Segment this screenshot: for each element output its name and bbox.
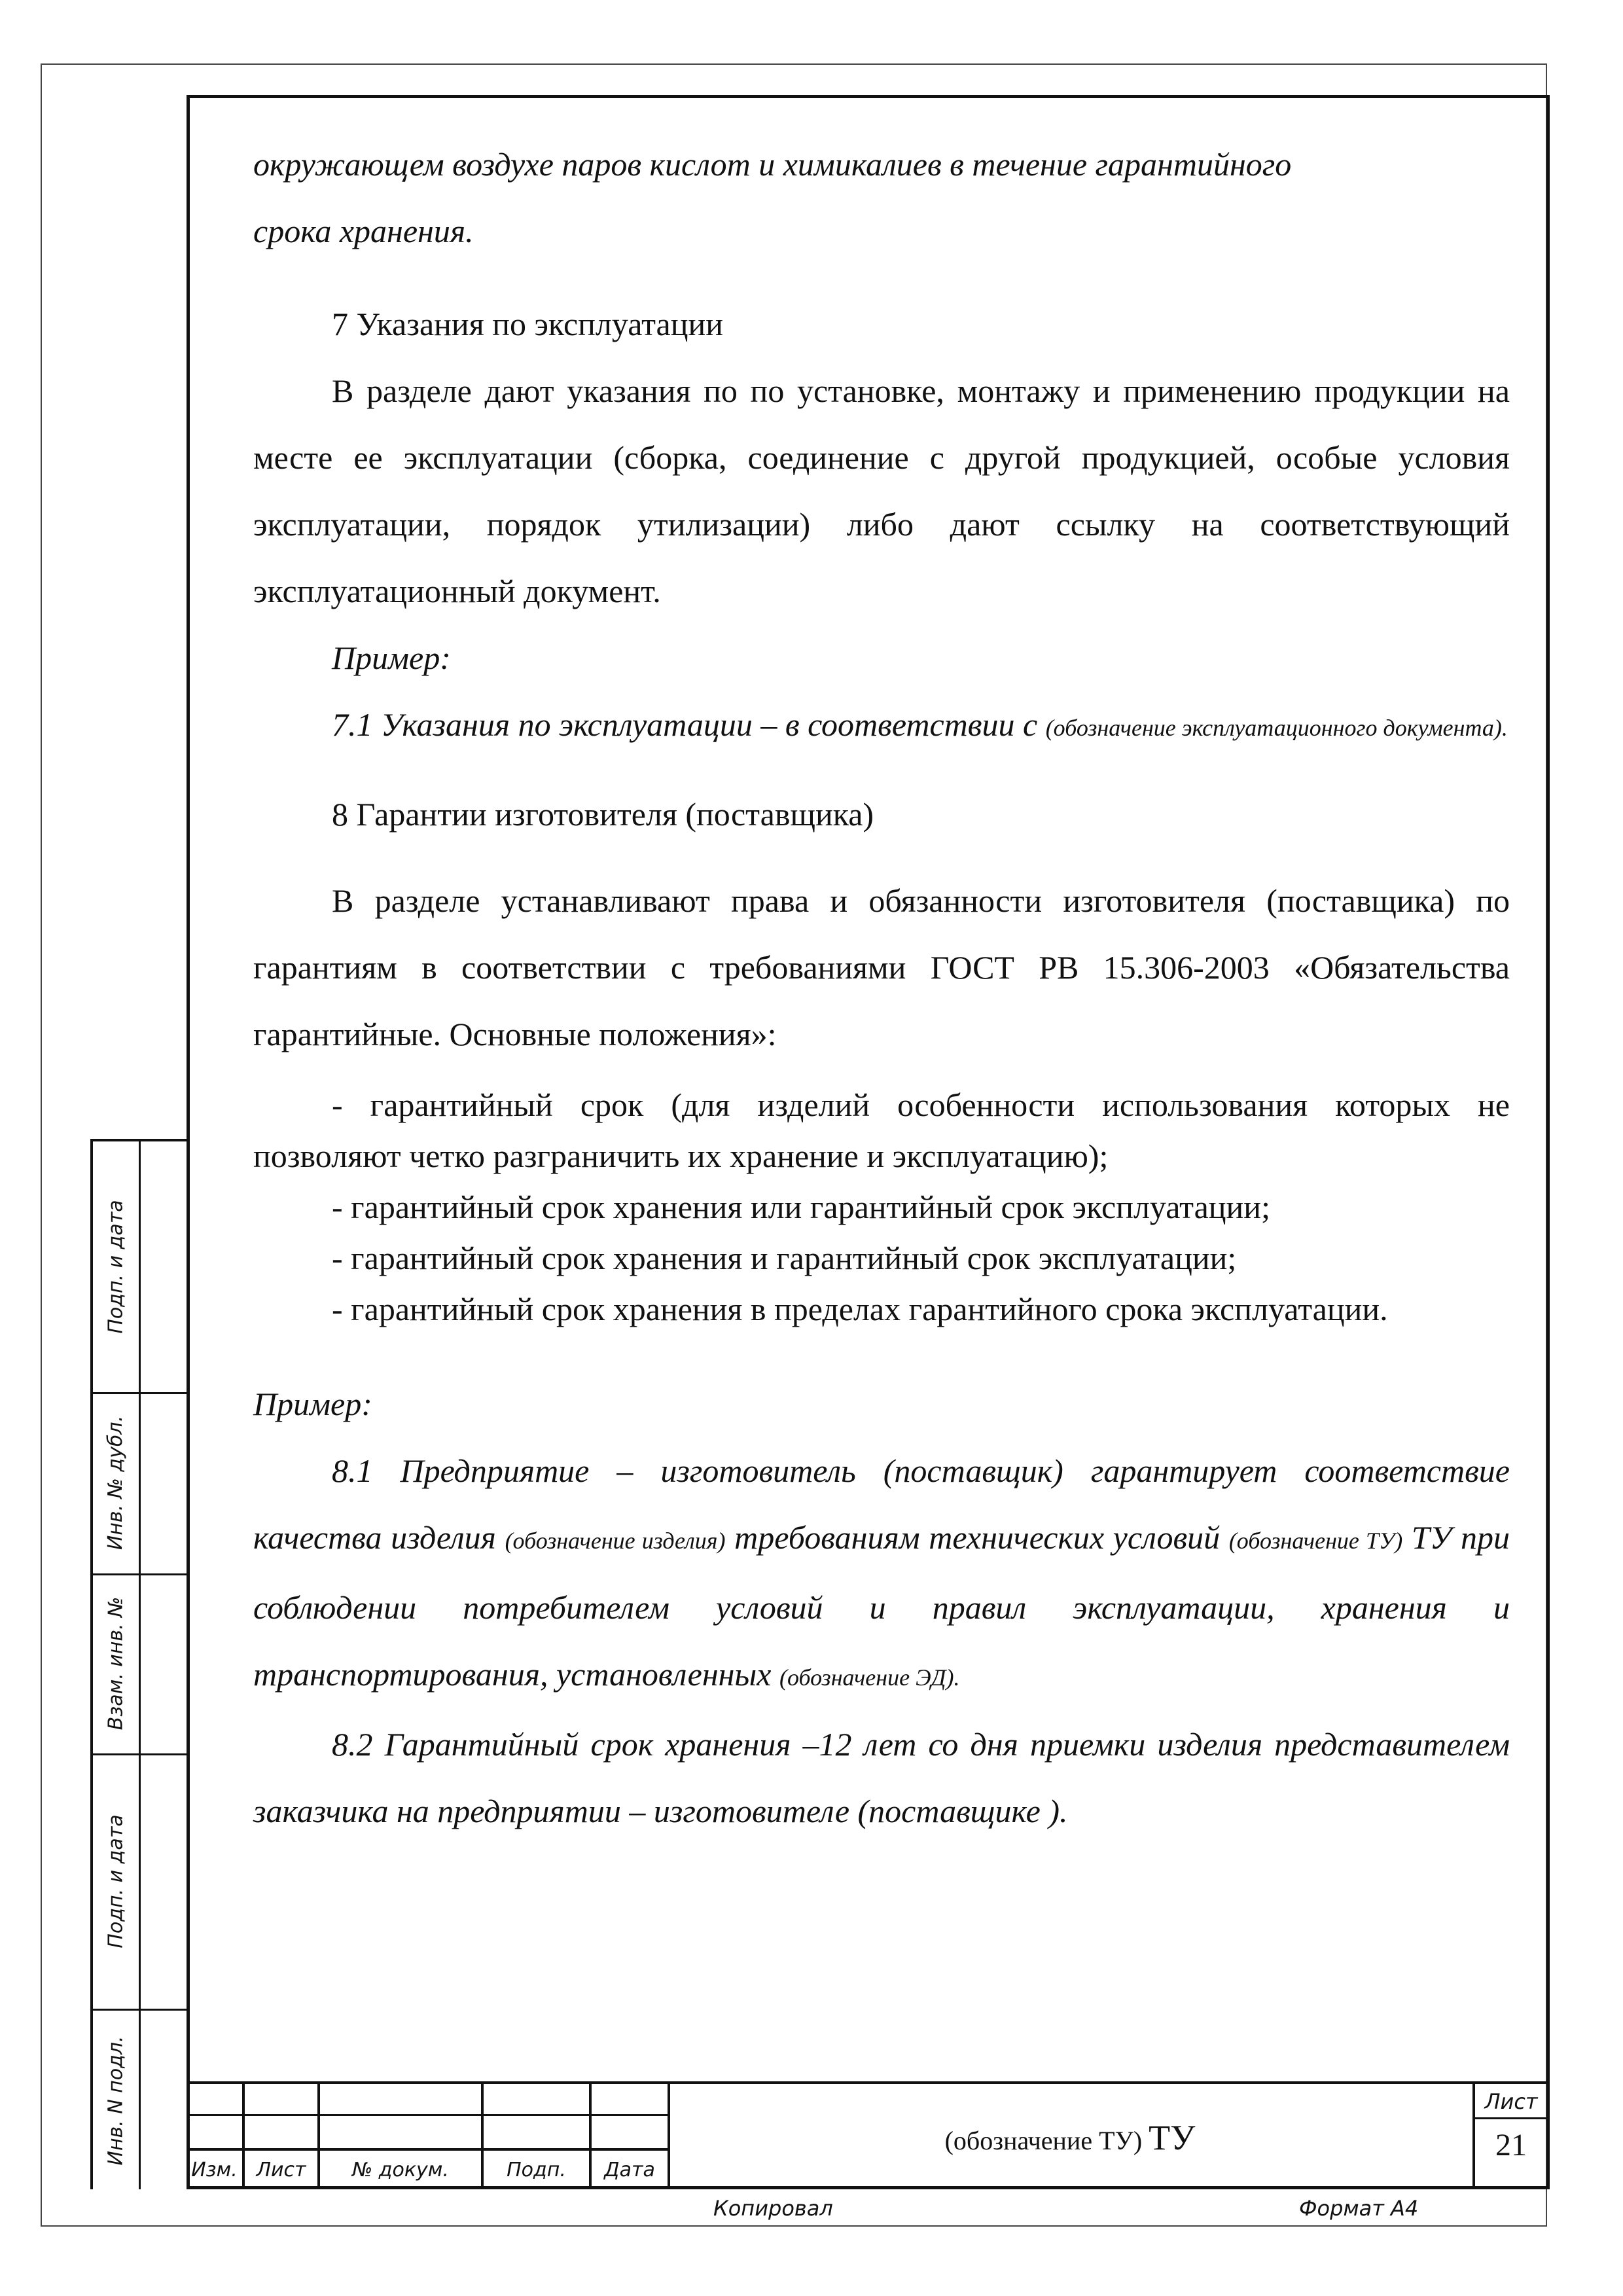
col-signature: Подп. <box>507 2159 566 2181</box>
copied-label: Копировал <box>713 2196 833 2221</box>
binding-strip <box>90 1139 187 2189</box>
col-date: Дата <box>604 2159 655 2181</box>
example-7-1: 7.1 Указания по эксплуатации – в соответствии с (обозначение эксплуатационного документа). <box>332 706 1508 743</box>
guarantee-list <box>253 1079 1510 1335</box>
list-item: - гарантийный срок хранения в пределах гарантийного срока эксплуатации. <box>332 1291 1388 1327</box>
list-item: - гарантийный срок хранения или гарантийный срок эксплуатации; <box>332 1189 1270 1225</box>
example-label: Пример: <box>253 1386 372 1422</box>
col-doc-number: № докум. <box>352 2159 449 2181</box>
tb-row-line <box>187 2114 668 2116</box>
inv-dubl-label: Инв. № дубл. <box>104 1415 128 1551</box>
tb-row-line <box>187 2148 668 2151</box>
section-8-heading: 8 Гарантии изготовителя (поставщика) <box>332 796 874 833</box>
document-designation: (обозначение ТУ) ТУ <box>944 2118 1196 2157</box>
section-8-text: В разделе устанавливают права и обязанности изготовителя (поставщика) по гарантиям в соответствии с требованиями ГОСТ РВ 15.306-2003 «Обязательства гарантийные. Основные положения»: <box>253 882 1510 1052</box>
inv-podl-label: Инв. N подл. <box>104 2035 128 2166</box>
col-list: Лист <box>256 2159 306 2181</box>
sign-date-label: Подп. и дата <box>104 1814 128 1948</box>
section-7-text: В разделе дают указания по по установке, монтажу и применению продукции на месте ее эксплуатации (сборка, соединение с другой продукцией, особые условия эксплуатации, порядок утилизации) либо дают ссылку на соответствующий эксплуатационный документ. <box>253 372 1510 609</box>
example-8-1: 8.1 Предприятие – изготовитель (поставщик) гарантирует соответствие качества изделия (обозначение изделия) требованиям технических условий (обозначение ТУ) ТУ при соблюдении потребителем условий и правил эксплуатации, хранения и транспортирования, установленных (обозначение ЭД). <box>253 1452 1510 1693</box>
example-8-2: 8.2 Гарантийный срок хранения –12 лет со дня приемки изделия представителем заказчика на предприятии – изготовителе (поставщике ). <box>253 1726 1510 1829</box>
list-item: - гарантийный срок хранения и гарантийный срок эксплуатации; <box>332 1240 1237 1276</box>
tb-border <box>187 2081 1550 2084</box>
tb-col-line <box>668 2081 670 2189</box>
sheet-number: 21 <box>1495 2128 1527 2162</box>
format-label: Формат А4 <box>1299 2196 1419 2221</box>
example-label: Пример: <box>332 639 451 676</box>
page-content <box>253 131 1510 1844</box>
sheet-label: Лист <box>1484 2089 1538 2114</box>
sign-date-label: Подп. и дата <box>104 1200 128 1334</box>
strip-divider <box>139 1141 141 2189</box>
vzam-inv-label: Взам. инв. № <box>104 1596 128 1731</box>
list-item: - гарантийный срок (для изделий особенности использования которых не позволяют четко разграничить их хранение и эксплуатацию); <box>253 1086 1510 1174</box>
title-block <box>187 2081 1550 2189</box>
col-izm: Изм. <box>191 2159 238 2181</box>
section-7-heading: 7 Указания по эксплуатации <box>332 306 724 342</box>
paragraph-continued: окружающем воздухе паров кислот и химикалиев в течение гарантийного срока хранения. <box>253 146 1292 249</box>
tb-row-line <box>1472 2117 1550 2119</box>
